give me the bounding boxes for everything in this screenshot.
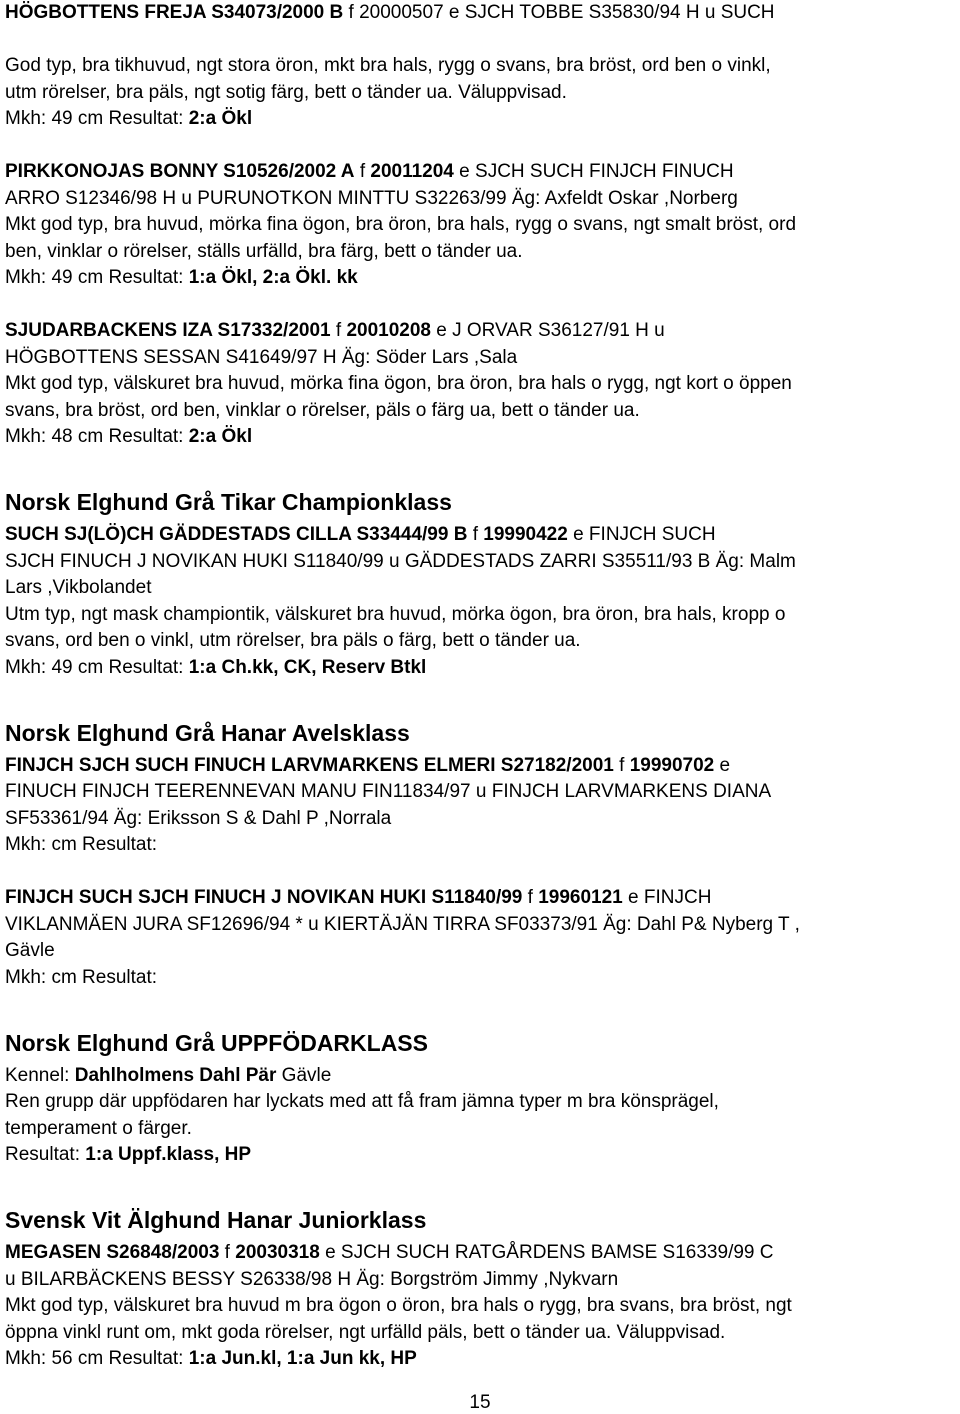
critique-line: Mkt god typ, välskuret bra huvud m bra ögon o öron, bra hals o rygg, bra svans, bra bröst, ngt bbox=[5, 1295, 792, 1316]
birth-date: 19990702 bbox=[629, 754, 715, 776]
result-label: Mkh: 49 cm Resultat: bbox=[5, 108, 189, 129]
pedigree-line: u BILARBÄCKENS BESSY S26338/98 H Äg: Borgström Jimmy ,Nykvarn bbox=[5, 1268, 619, 1290]
result-line bbox=[5, 1346, 955, 1373]
critique-line: temperament o färger. bbox=[5, 1117, 192, 1139]
result-value: 1:a Uppf.klass, HP bbox=[85, 1144, 252, 1165]
result-line bbox=[5, 106, 955, 133]
critique-line: Utm typ, ngt mask championtik, välskuret bra huvud, mörka ögon, bra öron, bra hals, kropp o bbox=[5, 603, 786, 625]
pedigree-text: e FINJCH SUCH bbox=[567, 524, 716, 545]
critique-line: svans, bra bröst, ord ben, vinklar o rörelser, päls o färg ua, bett o tänder ua. bbox=[5, 399, 640, 421]
sex-marker: f bbox=[522, 887, 539, 908]
entry-bonny-header bbox=[5, 159, 955, 186]
pedigree-line: FINUCH FINJCH TEERENNEVAN MANU FIN11834/97 u FINJCH LARVMARKENS DIANA bbox=[5, 781, 772, 802]
birth-date: 19960121 bbox=[538, 887, 623, 908]
pedigree-line: SJCH FINUCH J NOVIKAN HUKI S11840/99 u GÄDDESTADS ZARRI S35511/93 B Äg: Malm bbox=[5, 550, 796, 572]
result-line: Mkh: cm Resultat: bbox=[5, 834, 158, 855]
result-line bbox=[5, 424, 955, 451]
result-line bbox=[5, 265, 955, 292]
result-line bbox=[5, 1142, 955, 1169]
result-line: Mkh: cm Resultat: bbox=[5, 966, 158, 988]
pedigree-text: e FINJCH bbox=[622, 887, 712, 908]
result-label: Resultat: bbox=[5, 1144, 86, 1165]
critique-line: utm rörelser, bra päls, ngt sotig färg, bett o tänder ua. Väluppvisad. bbox=[5, 81, 567, 103]
dog-name: FINJCH SUCH SJCH FINUCH J NOVIKAN HUKI S11840/99 bbox=[5, 887, 523, 908]
dog-name: PIRKKONOJAS BONNY S10526/2002 A bbox=[5, 161, 355, 182]
pedigree-text: e SJCH SUCH RATGÅRDENS BAMSE S16339/99 C bbox=[319, 1242, 774, 1263]
kennel-label: Kennel: bbox=[5, 1064, 75, 1086]
result-value: 2:a Ökl bbox=[188, 108, 253, 129]
pedigree-text: e SJCH SUCH FINJCH FINUCH bbox=[453, 161, 734, 182]
page-number: 15 bbox=[469, 1392, 491, 1413]
entry-megasen-header bbox=[5, 1240, 955, 1267]
dog-name: FINJCH SJCH SUCH FINUCH LARVMARKENS ELMERI S27182/2001 bbox=[5, 754, 614, 776]
dog-name: HÖGBOTTENS FREJA S34073/2000 B bbox=[5, 2, 344, 23]
critique-line: Mkt god typ, bra huvud, mörka fina ögon, bra öron, bra hals, rygg o svans, ngt smalt bröst, ord bbox=[5, 214, 797, 235]
result-value: 1:a Jun.kl, 1:a Jun kk, HP bbox=[188, 1348, 417, 1369]
critique-line: öppna vinkl runt om, mkt goda rörelser, ngt urfälld päls, bett o tänder ua. Väluppvisad. bbox=[5, 1321, 726, 1343]
critique-line: ben, vinklar o rörelser, ställs urfälld, bra färg, bett o tänder ua. bbox=[5, 240, 523, 262]
result-label: Mkh: 49 cm Resultat: bbox=[5, 656, 189, 678]
dog-name: SUCH SJ(LÖ)CH GÄDDESTADS CILLA S33444/99 B bbox=[5, 524, 468, 545]
pedigree-line: Gävle bbox=[5, 940, 55, 961]
section-heading: Norsk Elghund Grå Tikar Championklass bbox=[5, 489, 452, 515]
section-heading: Norsk Elghund Grå Hanar Avelsklass bbox=[5, 719, 410, 746]
pedigree-text: e J ORVAR S36127/91 H u bbox=[430, 320, 665, 341]
kennel-line bbox=[5, 1063, 955, 1090]
entry-huki-header bbox=[5, 885, 955, 912]
entry-cilla-header bbox=[5, 522, 955, 549]
sex-marker: f bbox=[354, 161, 371, 182]
birth-date: 20011204 bbox=[370, 161, 454, 182]
entry-iza-header bbox=[5, 318, 955, 345]
sex-marker: f bbox=[613, 754, 630, 776]
entry-freja-header bbox=[5, 0, 955, 27]
result-label: Mkh: 49 cm Resultat: bbox=[5, 267, 189, 288]
pedigree-line: HÖGBOTTENS SESSAN S41649/97 H Äg: Söder Lars ,Sala bbox=[5, 346, 518, 368]
sex-marker: f bbox=[219, 1242, 236, 1263]
result-value: 1:a Ch.kk, CK, Reserv Btkl bbox=[188, 656, 427, 678]
critique-line: God typ, bra tikhuvud, ngt stora öron, mkt bra hals, rygg o svans, bra bröst, ord ben o vinkl, bbox=[5, 55, 771, 76]
birth-date: 19990422 bbox=[483, 524, 568, 545]
dog-name: SJUDARBACKENS IZA S17332/2001 bbox=[5, 320, 331, 341]
pedigree-text: f 20000507 e SJCH TOBBE S35830/94 H u SUCH bbox=[343, 2, 775, 23]
result-value: 1:a Ökl, 2:a Ökl. kk bbox=[188, 267, 358, 288]
critique-line: Ren grupp där uppfödaren har lyckats med att få fram jämna typer m bra könsprägel, bbox=[5, 1091, 719, 1112]
birth-date: 20030318 bbox=[235, 1242, 320, 1263]
document-page bbox=[5, 0, 955, 1373]
pedigree-line: SF53361/94 Äg: Eriksson S & Dahl P ,Norrala bbox=[5, 807, 392, 829]
kennel-place: Gävle bbox=[276, 1064, 332, 1086]
pedigree-line: Lars ,Vikbolandet bbox=[5, 577, 152, 598]
pedigree-line: VIKLANMÄEN JURA SF12696/94 * u KIERTÄJÄN TIRRA SF03373/91 Äg: Dahl P& Nyberg T , bbox=[5, 913, 800, 935]
pedigree-text: e bbox=[714, 754, 731, 776]
result-label: Mkh: 56 cm Resultat: bbox=[5, 1348, 189, 1369]
sex-marker: f bbox=[330, 320, 347, 341]
birth-date: 20010208 bbox=[346, 320, 431, 341]
critique-line: Mkt god typ, välskuret bra huvud, mörka fina ögon, bra öron, bra hals o rygg, ngt kort o öppen bbox=[5, 373, 792, 394]
result-label: Mkh: 48 cm Resultat: bbox=[5, 426, 189, 447]
sex-marker: f bbox=[467, 524, 484, 545]
pedigree-line: ARRO S12346/98 H u PURUNOTKON MINTTU S32263/99 Äg: Axfeldt Oskar ,Norberg bbox=[5, 187, 738, 209]
entry-elmeri-header bbox=[5, 753, 955, 780]
section-heading: Svensk Vit Älghund Hanar Juniorklass bbox=[5, 1207, 427, 1233]
result-line bbox=[5, 655, 955, 682]
kennel-name: Dahlholmens Dahl Pär bbox=[74, 1064, 277, 1086]
result-value: 2:a Ökl bbox=[188, 426, 253, 447]
section-heading: Norsk Elghund Grå UPPFÖDARKLASS bbox=[5, 1029, 428, 1056]
dog-name: MEGASEN S26848/2003 bbox=[5, 1242, 220, 1263]
critique-line: svans, ord ben o vinkl, utm rörelser, bra päls o färg, bett o tänder ua. bbox=[5, 630, 581, 651]
